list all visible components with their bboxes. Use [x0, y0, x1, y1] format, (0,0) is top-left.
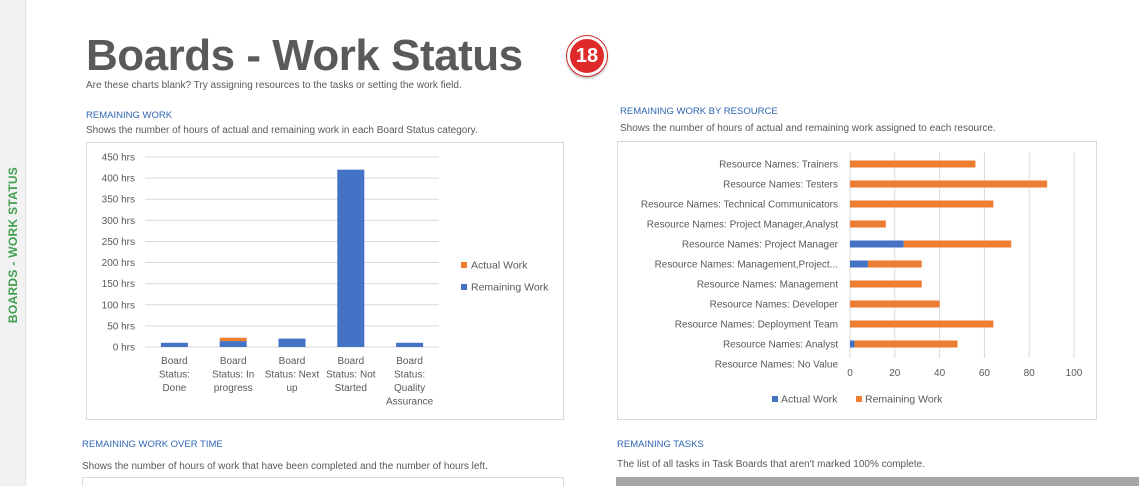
- y-tick-label: Resource Names: Project Manager: [681, 239, 838, 251]
- bar-remaining-work: [850, 301, 940, 308]
- y-tick-label: Resource Names: Trainers: [719, 159, 838, 171]
- y-tick-label: Resource Names: Technical Communicators: [640, 199, 838, 211]
- legend-label: Remaining Work: [471, 281, 549, 294]
- legend-label: Remaining Work: [865, 393, 943, 406]
- remaining-work-by-resource-description: Shows the number of hours of actual and remaining work assigned to each resource.: [620, 123, 996, 134]
- x-tick-label: Status: Not: [326, 369, 376, 381]
- bar-remaining-work: [337, 170, 364, 347]
- y-tick-label: 300 hrs: [101, 215, 135, 227]
- x-tick-label: Status:: [394, 369, 426, 381]
- legend-swatch: [461, 262, 467, 268]
- x-tick-label: Assurance: [385, 396, 434, 408]
- bar-remaining-work: [279, 339, 306, 347]
- x-tick-label: up: [286, 383, 298, 394]
- bar-remaining-work: [850, 201, 993, 208]
- sidebar-label: BOARDS - WORK STATUS: [6, 166, 20, 324]
- x-tick-label: Board: [161, 356, 188, 367]
- bar-remaining-work: [854, 341, 957, 348]
- y-tick-label: Resource Names: Management,Project...: [654, 259, 838, 271]
- x-tick-label: Board: [278, 356, 306, 367]
- y-tick-label: 350 hrs: [101, 194, 135, 206]
- y-tick-label: Resource Names: Analyst: [722, 339, 838, 351]
- legend-swatch: [856, 396, 862, 402]
- y-tick-label: Resource Names: No Value: [714, 359, 838, 371]
- sidebar: [0, 0, 26, 486]
- remaining-work-chart-svg: [87, 143, 563, 419]
- legend-swatch: [461, 284, 467, 290]
- remaining-work-description: Shows the number of hours of actual and remaining work in each Board Status category.: [86, 125, 478, 136]
- bar-remaining-work: [904, 241, 1012, 248]
- x-tick-label: Board: [219, 356, 247, 367]
- remaining-work-by-resource-title: REMAINING WORK BY RESOURCE: [620, 106, 778, 117]
- x-tick-label: 40: [934, 368, 946, 379]
- bar-actual-work: [220, 338, 247, 341]
- y-tick-label: Resource Names: Management: [696, 279, 838, 291]
- y-tick-label: Resource Names: Developer: [709, 299, 838, 311]
- y-tick-label: Resource Names: Testers: [723, 179, 838, 191]
- x-tick-label: 20: [889, 368, 901, 379]
- y-tick-label: 150 hrs: [101, 279, 135, 291]
- x-tick-label: 60: [978, 368, 990, 379]
- y-tick-label: Resource Names: Deployment Team: [674, 319, 838, 331]
- legend-label: Actual Work: [781, 393, 838, 406]
- remaining-work-chart[interactable]: [86, 142, 564, 420]
- remaining-work-title: REMAINING WORK: [86, 110, 173, 121]
- x-tick-label: 0: [847, 368, 853, 379]
- bar-remaining-work: [161, 343, 188, 347]
- x-tick-label: Started: [334, 383, 367, 394]
- legend-swatch: [772, 396, 778, 402]
- remaining-tasks-table-header[interactable]: [616, 477, 1139, 486]
- page-subtitle: Are these charts blank? Try assigning resources to the tasks or setting the work field.: [86, 80, 462, 91]
- page-title: Boards - Work Status: [86, 31, 523, 80]
- x-tick-label: Status: In: [212, 369, 255, 381]
- y-tick-label: 400 hrs: [101, 173, 135, 185]
- bar-remaining-work: [850, 321, 993, 328]
- bar-remaining-work: [850, 181, 1047, 188]
- remaining-tasks-title: REMAINING TASKS: [617, 439, 704, 450]
- x-tick-label: progress: [213, 383, 253, 394]
- remaining-work-over-time-chart[interactable]: [82, 477, 564, 486]
- x-tick-label: Done: [162, 383, 187, 394]
- x-tick-label: 100: [1065, 368, 1083, 379]
- remaining-work-by-resource-chart-svg: [618, 142, 1096, 419]
- bar-remaining-work: [396, 343, 423, 347]
- bar-remaining-work: [868, 261, 922, 268]
- y-tick-label: 100 hrs: [101, 300, 135, 312]
- bar-remaining-work: [850, 221, 886, 228]
- x-tick-label: Status:: [158, 369, 190, 381]
- y-tick-label: 0 hrs: [112, 342, 135, 354]
- legend-label: Actual Work: [471, 259, 528, 272]
- y-tick-label: 50 hrs: [107, 321, 135, 333]
- remaining-work-by-resource-chart[interactable]: [617, 141, 1097, 420]
- x-tick-label: Board: [337, 356, 365, 367]
- bar-remaining-work: [850, 281, 922, 288]
- bar-actual-work: [850, 241, 904, 248]
- x-tick-label: Status: Next: [264, 369, 320, 381]
- bar-remaining-work: [220, 341, 247, 347]
- bar-remaining-work: [850, 161, 975, 168]
- remaining-work-over-time-title: REMAINING WORK OVER TIME: [82, 439, 223, 450]
- bar-actual-work: [850, 341, 854, 348]
- y-tick-label: Resource Names: Project Manager,Analyst: [646, 219, 838, 231]
- y-tick-label: 200 hrs: [101, 258, 135, 270]
- remaining-work-over-time-description: Shows the number of hours of work that have been completed and the number of hours left.: [82, 461, 488, 472]
- remaining-tasks-description: The list of all tasks in Task Boards that aren't marked 100% complete.: [617, 459, 925, 470]
- x-tick-label: Quality: [394, 383, 426, 394]
- bar-actual-work: [850, 261, 868, 268]
- x-tick-label: 80: [1023, 368, 1035, 379]
- x-tick-label: Board: [396, 356, 423, 367]
- step-number-badge: 18: [567, 36, 607, 76]
- y-tick-label: 450 hrs: [101, 152, 135, 164]
- y-tick-label: 250 hrs: [101, 236, 135, 248]
